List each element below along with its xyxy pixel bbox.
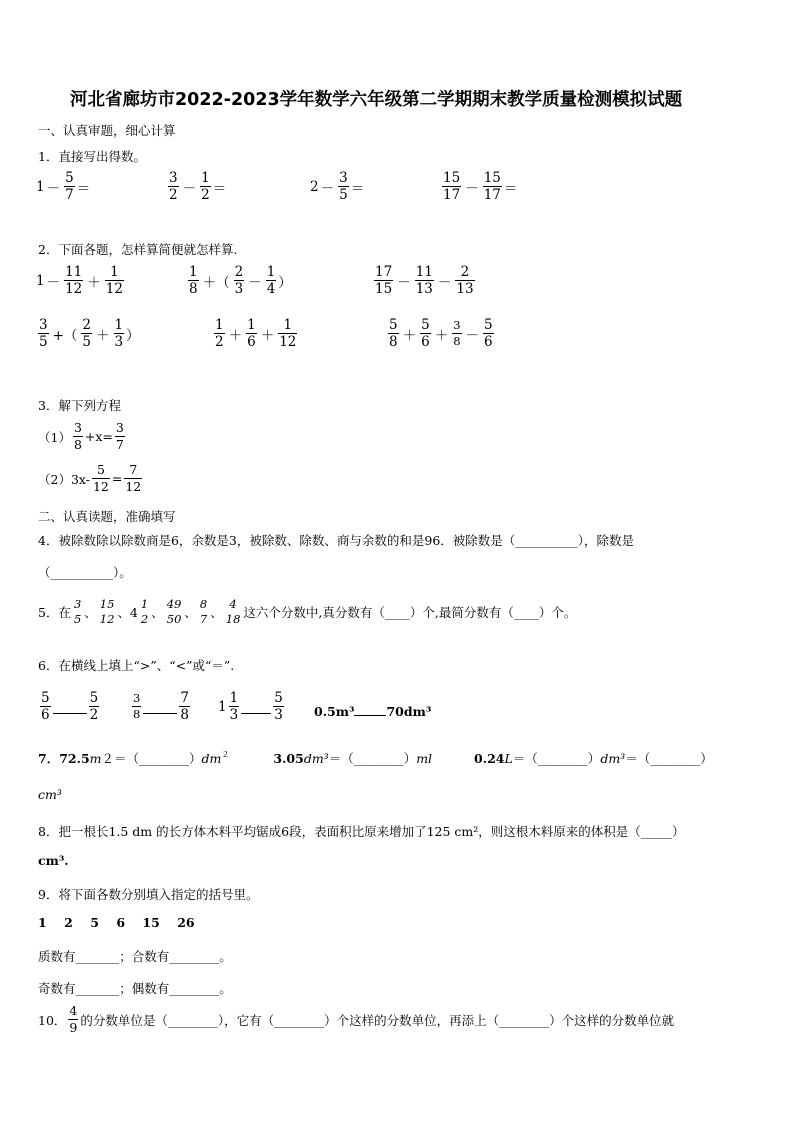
unit: ml [416, 751, 433, 766]
equals: ＝ [350, 180, 365, 197]
operator: ＋ [96, 327, 110, 344]
numerator: 5 [274, 690, 283, 706]
denominator: 9 [69, 1020, 78, 1035]
equals: ＝ [76, 180, 91, 197]
denominator: 50 [166, 612, 182, 626]
fraction [64, 265, 83, 296]
denominator: 5 [339, 187, 348, 203]
equation-middle: +x= [84, 429, 113, 444]
fraction [483, 171, 502, 202]
operator: － [465, 327, 480, 344]
denominator: 6 [247, 334, 256, 350]
operator: ＋（ [202, 274, 230, 291]
numerator: 8 [199, 597, 208, 611]
unit: dm³ [600, 751, 626, 766]
fraction [188, 265, 199, 296]
denominator: 12 [105, 281, 123, 297]
exponent: ２ [221, 750, 230, 759]
operator: － [320, 180, 335, 197]
q1-item-3 [310, 171, 364, 202]
expression: ＝（________） [625, 751, 713, 766]
fraction [99, 598, 116, 626]
numerator: 3 [73, 420, 82, 435]
numerator: 1 [229, 690, 239, 706]
fraction [420, 318, 431, 349]
fraction [229, 691, 240, 722]
fraction [278, 318, 297, 349]
numerator: 1 [140, 597, 149, 611]
numerator: 7 [129, 462, 138, 477]
numerator: 15 [443, 170, 461, 186]
fraction [199, 598, 208, 626]
numerator: 5 [484, 317, 493, 333]
q9-label: 9．将下面各数分别填入指定的括号里。 [38, 887, 259, 902]
denominator: 15 [375, 281, 393, 297]
fraction [455, 265, 474, 296]
q1-item-2 [166, 171, 226, 202]
denominator: 6 [484, 334, 493, 350]
close-paren: ） [278, 274, 292, 291]
section-2-heading: 二、认真读题，准确填写 [38, 509, 176, 524]
numerator: 2 [82, 317, 91, 333]
numerator: 1 [247, 317, 256, 333]
denominator: 13 [415, 281, 433, 297]
q6-compare-3 [218, 691, 286, 722]
q2-expr-5 [212, 318, 299, 349]
separator: 、 [151, 605, 164, 620]
equation-middle: = [111, 471, 123, 486]
q2-expr-3 [372, 265, 477, 296]
q9-line-1: 质数有_______；合数有________。 [38, 949, 232, 964]
q6-compare-2 [130, 691, 192, 722]
denominator: 3 [234, 281, 244, 297]
operator: － [397, 274, 411, 291]
operator: ＋ [228, 327, 243, 344]
fraction [38, 318, 49, 349]
numerator: 49 [166, 597, 182, 611]
fraction [140, 598, 149, 626]
numerator: 5 [65, 170, 74, 186]
numerator: 3 [73, 597, 82, 611]
fraction [81, 318, 92, 349]
fraction [225, 598, 242, 626]
q3-label: 3．解下列方程 [38, 398, 121, 413]
q2-expr-1 [36, 265, 126, 296]
denominator: 18 [225, 612, 241, 626]
fraction [374, 265, 393, 296]
question-text: 这六个分数中,真分数有（____）个,最简分数有（____）个。 [243, 605, 577, 620]
q7-unit-wrap: cm³ [38, 787, 62, 802]
numerator: 1 [189, 264, 198, 280]
fraction [115, 421, 125, 452]
page-title: 河北省廊坊市2022-2023学年数学六年级第二学期期末教学质量检测模拟试题 [70, 90, 683, 110]
numerator: 2 [234, 264, 244, 280]
question-number: 5．在 [38, 605, 71, 620]
fraction [200, 171, 211, 202]
denominator: 5 [82, 334, 91, 350]
denominator: 17 [483, 187, 501, 203]
numerator: 1 [215, 317, 224, 333]
numerator: 11 [65, 264, 83, 280]
q4-line-2: （__________）。 [38, 565, 132, 580]
denominator: 5 [39, 334, 48, 350]
numerator: 3 [169, 170, 178, 186]
fraction [114, 318, 125, 349]
close-paren: ） [126, 327, 140, 344]
operator: ＋ [402, 327, 417, 344]
denominator: 3 [114, 334, 124, 350]
numerator: 15 [483, 170, 501, 186]
expression: ２＝（________） [101, 751, 202, 766]
numerator: 17 [375, 264, 393, 280]
separator: 、 [184, 605, 197, 620]
operator: － [248, 274, 262, 291]
q2-expr-2 [186, 265, 292, 296]
equals: ＝ [212, 180, 227, 197]
q1-item-4 [440, 171, 517, 202]
denominator: 12 [99, 612, 115, 626]
q3-equation-1 [38, 421, 127, 452]
fraction [132, 692, 141, 721]
q3-equation-2 [38, 463, 144, 494]
q2-label: 2．下面各题，怎样算简便就怎样算. [38, 242, 238, 257]
numerator: 4 [69, 1003, 78, 1018]
denominator: 3 [274, 707, 283, 723]
fraction [415, 265, 434, 296]
expression: ＝（________） [512, 751, 601, 766]
q7-line [38, 749, 713, 767]
numerator: 1 [283, 317, 293, 333]
denominator: 17 [443, 187, 461, 203]
denominator: 4 [266, 281, 276, 297]
denominator: 8 [180, 707, 189, 723]
denominator: 12 [92, 479, 109, 494]
expression: ＝（________） [328, 751, 417, 766]
fraction [483, 318, 494, 349]
fraction [68, 1004, 78, 1035]
fraction [388, 318, 399, 349]
numerator: 5 [96, 462, 105, 477]
fraction [234, 265, 245, 296]
answer-blank[interactable] [53, 713, 87, 714]
denominator: 8 [389, 334, 398, 350]
operator: － [46, 180, 61, 197]
right-value: 70dm³ [386, 704, 432, 719]
question-text: 的分数单位是（________），它有（________）个这样的分数单位，再添上（________）个这样的分数单位就 [80, 1012, 675, 1028]
unit: dm [201, 751, 222, 766]
numerator: 1 [110, 264, 119, 280]
fraction [40, 691, 51, 722]
fraction [338, 171, 349, 202]
denominator: 6 [421, 334, 430, 350]
fraction [166, 598, 183, 626]
denominator: 7 [115, 437, 124, 452]
fraction [92, 463, 110, 494]
denominator: 7 [65, 187, 74, 203]
whole-number: 4 [129, 604, 138, 620]
denominator: 8 [453, 334, 461, 348]
q2-expr-6 [386, 318, 496, 349]
denominator: 2 [215, 334, 224, 350]
denominator: 3 [229, 707, 239, 723]
operator: ＋ [87, 274, 101, 291]
fraction [73, 421, 83, 452]
q6-label: 6．在横线上填上“>”、“<”或“＝”. [38, 658, 235, 673]
denominator: 7 [199, 612, 208, 626]
fraction [168, 171, 179, 202]
denominator: 8 [189, 281, 198, 297]
numerator: 11 [415, 264, 433, 280]
numerator: 1 [201, 170, 210, 186]
numerator: 4 [229, 597, 237, 611]
denominator: 5 [73, 612, 82, 626]
unit: L [504, 751, 513, 766]
answer-blank[interactable] [143, 713, 177, 714]
operator: － [46, 274, 61, 291]
separator: 、 [117, 605, 130, 620]
q6-compare-4 [314, 704, 431, 719]
q8-line-1: 8．把一根长1.5 dm 的长方体木料平均锯成6段，表面积比原来增加了125 cm²，则这根木料原来的体积是（_____） [38, 824, 685, 839]
q1-item-1 [36, 171, 90, 202]
numerator: 5 [389, 317, 398, 333]
value: 0.24 [474, 751, 505, 766]
fraction [89, 691, 100, 722]
numerator: 2 [460, 264, 470, 280]
numerator: 5 [41, 690, 50, 706]
q5-line [38, 598, 576, 626]
q6-compare-1 [38, 691, 101, 722]
denominator: 8 [133, 707, 141, 721]
question-number: 10． [38, 1012, 67, 1028]
operator: － [437, 274, 452, 291]
numerator: 5 [89, 690, 99, 706]
value: 7．72.5 [38, 751, 90, 766]
fraction [73, 598, 82, 626]
fraction [452, 319, 461, 348]
separator: 、 [84, 605, 97, 620]
q2-expr-4 [36, 318, 140, 349]
value: 3.05 [273, 751, 304, 766]
denominator: 8 [73, 437, 82, 452]
fraction [442, 171, 461, 202]
q1-label: 1．直接写出得数。 [38, 149, 146, 164]
operator: ＋ [260, 327, 275, 344]
fraction [214, 318, 225, 349]
answer-blank[interactable] [354, 715, 386, 716]
numerator: 5 [421, 317, 430, 333]
section-1-heading: 一、认真审题，细心计算 [38, 123, 176, 138]
unit: m [89, 751, 102, 766]
q9-line-2: 奇数有_______；偶数有________。 [38, 981, 232, 996]
numerator: 1 [266, 264, 276, 280]
fraction [105, 265, 124, 296]
q10-line [38, 1004, 674, 1035]
numerator: 3 [39, 317, 48, 333]
whole-number: 2 [310, 178, 319, 195]
denominator: 6 [41, 707, 50, 723]
numerator: 3 [453, 318, 461, 332]
fraction [64, 171, 75, 202]
fraction [179, 691, 190, 722]
numerator: 3 [133, 691, 141, 705]
separator: 、 [210, 605, 223, 620]
fraction [246, 318, 257, 349]
numerator: 7 [180, 690, 189, 706]
denominator: 12 [65, 281, 83, 297]
equation-number: （2）3x- [38, 471, 90, 487]
answer-blank[interactable] [241, 713, 271, 714]
denominator: 2 [140, 612, 149, 626]
denominator: 12 [125, 479, 142, 494]
fraction [266, 265, 277, 296]
denominator: 2 [89, 707, 99, 723]
left-value: 0.5m³ [314, 704, 355, 719]
unit: dm³ [303, 751, 329, 766]
numerator: 1 [114, 317, 124, 333]
numerator: 3 [339, 170, 348, 186]
denominator: 12 [279, 334, 297, 350]
numerator: 3 [115, 420, 124, 435]
denominator: 2 [201, 187, 210, 203]
numerator: 15 [99, 597, 115, 611]
operator: ＋ [434, 327, 449, 344]
q4-line-1: 4．被除数除以除数商是6，余数是3，被除数、除数、商与余数的和是96．被除数是（__________），除数是 [38, 533, 635, 548]
q8-line-2: cm³. [38, 853, 69, 868]
fraction [124, 463, 142, 494]
denominator: 2 [169, 187, 178, 203]
denominator: 13 [456, 281, 474, 297]
whole-number: 1 [36, 272, 45, 289]
operator: － [465, 180, 479, 197]
operator: － [182, 180, 197, 197]
equation-number: （1） [38, 429, 71, 445]
operator: +（ [52, 327, 78, 344]
fraction [273, 691, 284, 722]
whole-number: 1 [36, 178, 45, 195]
equals: ＝ [503, 180, 518, 197]
q9-numbers: 1 2 5 6 15 26 [38, 915, 195, 930]
whole-number: 1 [218, 698, 227, 715]
